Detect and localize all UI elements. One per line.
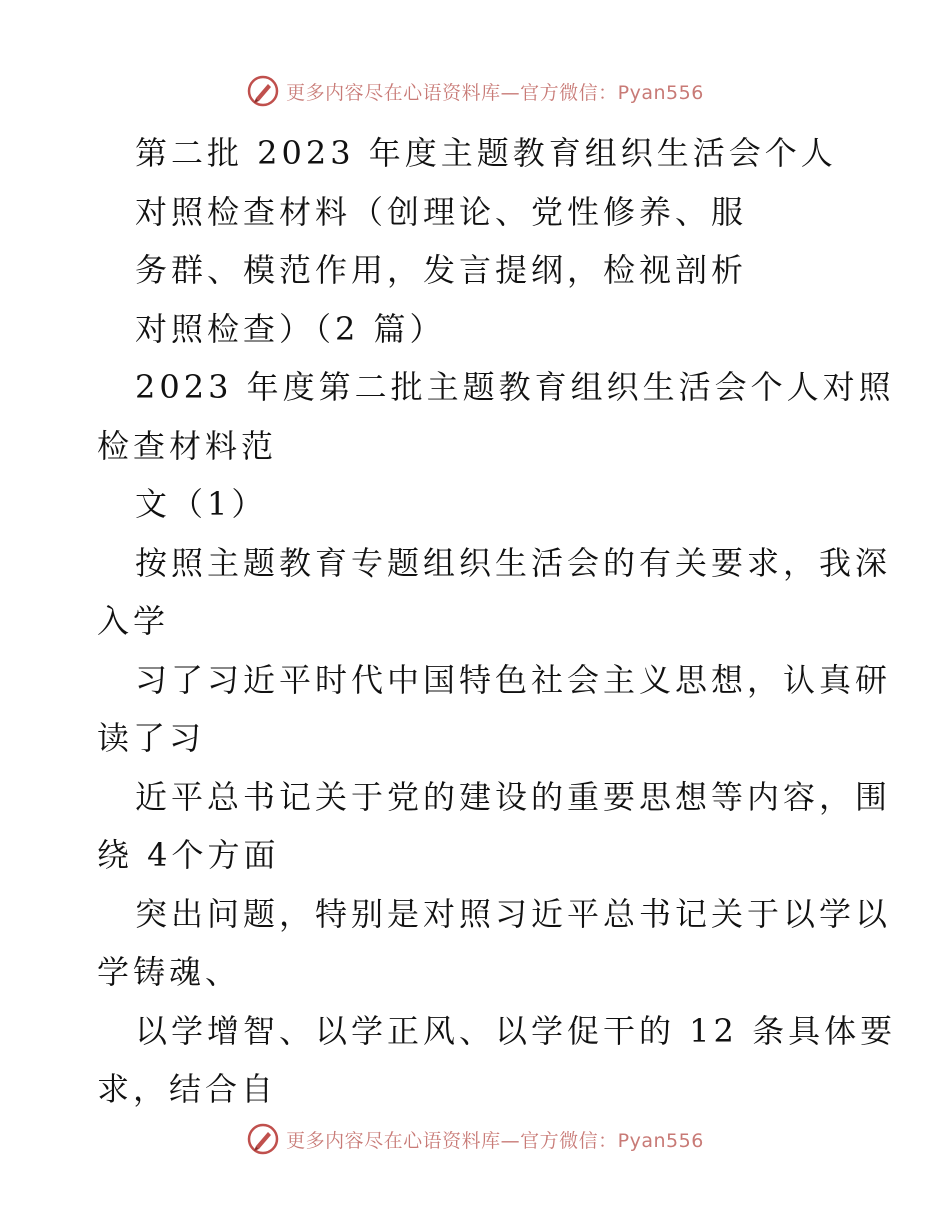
doc-line: 以学增智、以学正风、以学促干的 12 条具体要 [135,1011,897,1050]
header-banner [0,71,950,111]
doc-line: 2023 年度第二批主题教育组织生活会个人对照 [135,368,895,406]
doc-line: 绕 4个方面 [97,836,280,874]
doc-line: 读了习 [97,719,206,757]
footer-banner [0,1119,950,1159]
footer-banner-text: 更多内容尽在心语资料库—官方微信：Pyan556 [286,1129,704,1152]
doc-line: 习了习近平时代中国特色社会主义思想，认真研 [135,660,892,699]
pen-seal-logo-icon [246,1122,280,1156]
header-banner-text: 更多内容尽在心语资料库—官方微信：Pyan556 [286,81,704,104]
document-body [97,124,897,1119]
doc-line: 学铸魂、 [97,953,242,991]
doc-line: 文（1） [135,485,268,523]
doc-line: 突出问题，特别是对照习近平总书记关于以学以 [135,894,892,933]
doc-line: 求，结合自 [97,1070,278,1108]
doc-line: 对照检查材料（创理论、党性修养、服 [135,192,748,231]
doc-line: 第二批 2023 年度主题教育组织生活会个人 [135,134,837,172]
doc-line: 入学 [97,602,170,640]
doc-line: 检查材料范 [97,426,278,465]
doc-line: 务群、模范作用，发言提纲，检视剖析 [135,251,748,289]
doc-line: 按照主题教育专题组织生活会的有关要求，我深 [135,543,892,582]
doc-line: 近平总书记关于党的建设的重要思想等内容，围 [135,777,892,816]
doc-line: 对照检查）（2 篇） [135,309,446,348]
pen-seal-logo-icon [246,74,280,108]
